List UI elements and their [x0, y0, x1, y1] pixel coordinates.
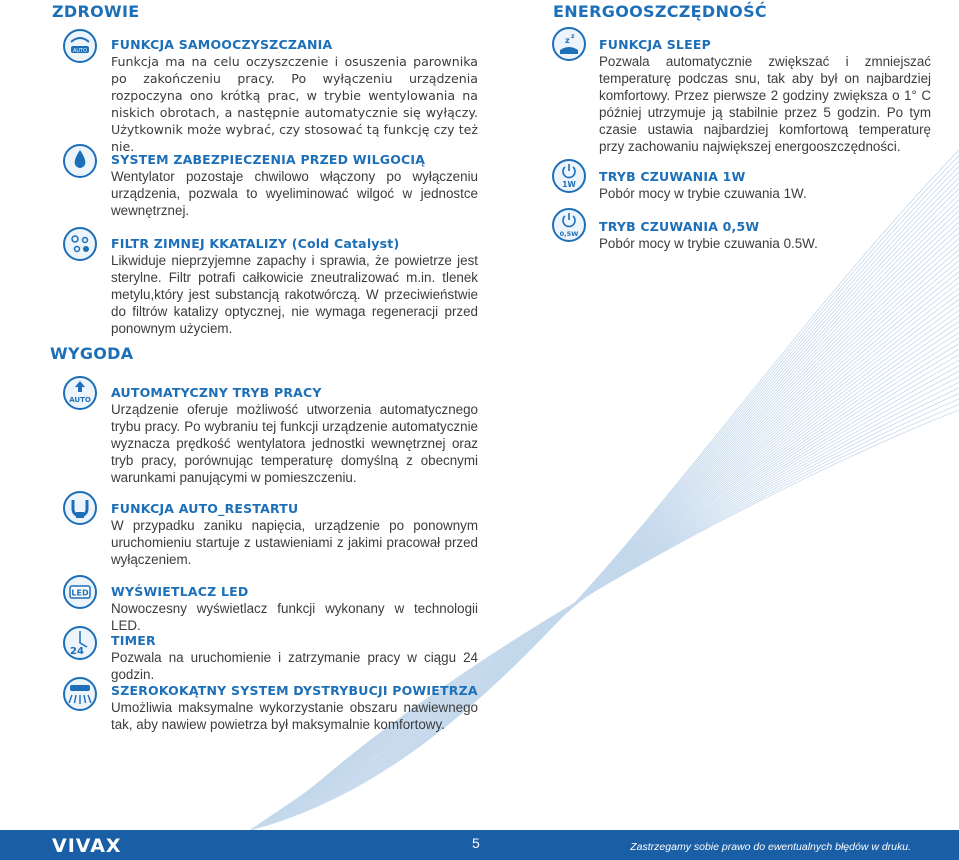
cold-catalyst-filter-icon [62, 226, 98, 262]
sleep-mode-icon [551, 26, 587, 62]
air-distribution-icon [62, 676, 98, 712]
feature-title: TRYB CZUWANIA 0,5W [599, 219, 760, 234]
feature-standby-1w [599, 168, 931, 202]
feature-title: SZEROKOKĄTNY SYSTEM DYSTRYBUCJI POWIETRZA [111, 683, 478, 698]
feature-description: Pozwala na uruchomienie i zatrzymanie pracy w ciągu 24 godzin. [111, 650, 478, 682]
feature-description: Likwiduje nieprzyjemne zapachy i sprawia, że powietrze jest sterylne. Filtr potrafi całkowicie zneutralizować m.in. tlenek metylu,który jest substancją rakotwórczą. W przeciwieństwie do filtrów katalizy optycznej, nie wymaga regeneracji przed ponownym użyciem. [111, 253, 478, 336]
feature-title: FUNKCJA SAMOOCZYSZCZANIA [111, 37, 333, 52]
footer-disclaimer: Zastrzegamy sobie prawo do ewentualnych błędów w druku. [630, 841, 911, 853]
auto-mode-icon [62, 375, 98, 411]
feature-dystrybucja [111, 682, 478, 733]
moisture-protection-icon [62, 143, 98, 179]
feature-title: WYŚWIETLACZ LED [111, 584, 249, 599]
feature-title: AUTOMATYCZNY TRYB PRACY [111, 385, 322, 400]
feature-standby-0-5w [599, 218, 931, 252]
feature-title: FILTR ZIMNEJ KKATALIZY (Cold Catalyst) [111, 236, 400, 251]
led-display-icon [62, 574, 98, 610]
feature-description: Pobór mocy w trybie czuwania 0.5W. [599, 236, 818, 251]
timer-24h-icon [62, 625, 98, 661]
feature-auto [111, 384, 478, 486]
auto-restart-icon [62, 490, 98, 526]
feature-restart [111, 500, 478, 568]
standby-0-5w-icon [551, 207, 587, 243]
page-number: 5 [472, 835, 480, 851]
section-heading-wygoda: WYGODA [50, 344, 134, 363]
feature-description: W przypadku zaniku napięcia, urządzenie po ponownym uruchomieniu startuje z ustawieniami z jakimi pracował przed wyłączeniem. [111, 518, 478, 567]
feature-description: Nowoczesny wyświetlacz funkcji wykonany w technologii LED. [111, 601, 478, 633]
feature-timer [111, 632, 478, 683]
section-heading-zdrowie: ZDROWIE [52, 2, 140, 21]
feature-samooczyszczania [111, 36, 478, 155]
auto-clean-icon [62, 28, 98, 64]
auto-icon-label: AUTO [69, 396, 91, 404]
feature-sleep [599, 36, 931, 155]
feature-title: SYSTEM ZABEZPIECZENIA PRZED WILGOCIĄ [111, 152, 426, 167]
svg-text:z: z [565, 36, 570, 45]
timer-icon-label: 24 [70, 646, 84, 657]
feature-description: Funkcja ma na celu oczyszczenie i osuszenia parownika po zakończeniu pracy. Po wyłączeniu urządzenia rozpoczyna ono krótką prac, w trybie wentylowania na niskich obrotach, a następnie automatycznie się wyłączy. Użytkownik może wybrać, czy stosować tą funkcję czy też nie. [111, 54, 478, 154]
svg-text:AUTO: AUTO [72, 48, 88, 54]
section-heading-energooszczednosc: ENERGOOSZCZĘDNOŚĆ [553, 2, 767, 21]
feature-led [111, 583, 478, 634]
feature-wilgoc [111, 151, 478, 219]
led-icon-label: LED [71, 588, 89, 598]
standby-0-5w-icon-label: 0,5W [559, 230, 579, 238]
feature-title: TRYB CZUWANIA 1W [599, 169, 746, 184]
vivax-logo: VIVAX [52, 835, 122, 857]
feature-description: Pozwala automatycznie zwiększać i zmniejszać temperaturę podczas snu, tak aby był on najbardziej komfortowy. Przez pierwsze 2 godziny zwiększa o 1° C później utrzymuje ją stabilnie przez 5 godzin. Po tym czasie ustawia najbardziej komfortową temperaturę przy zachowaniu największej energooszczędności. [599, 54, 931, 154]
feature-title: FUNKCJA SLEEP [599, 37, 711, 52]
svg-text:z: z [571, 33, 575, 40]
feature-description: Pobór mocy w trybie czuwania 1W. [599, 186, 807, 201]
feature-title: TIMER [111, 633, 156, 648]
standby-1w-icon [551, 158, 587, 194]
feature-filtr [111, 235, 478, 337]
feature-description: Urządzenie oferuje możliwość utworzenia automatycznego trybu pracy. Po wybraniu tej funkcji urządzenie automatycznie wyznacza prędkość wentylatora jednostki wewnętrznej oraz tryb pracy, porównując temperaturę domyślną z obecnymi warunkami panującymi w pomieszczeniu. [111, 402, 478, 485]
standby-1w-icon-label: 1W [562, 180, 576, 189]
feature-description: Umożliwia maksymalne wykorzystanie obszaru nawiewnego tak, aby nawiew powietrza był maksymalnie komfortowy. [111, 700, 478, 732]
feature-description: Wentylator pozostaje chwilowo włączony po wyłączeniu urządzenia, pozwala to wyeliminować wilgoć w jednostce wewnętrznej. [111, 169, 478, 218]
feature-title: FUNKCJA AUTO_RESTARTU [111, 501, 299, 516]
page-footer [0, 830, 959, 860]
